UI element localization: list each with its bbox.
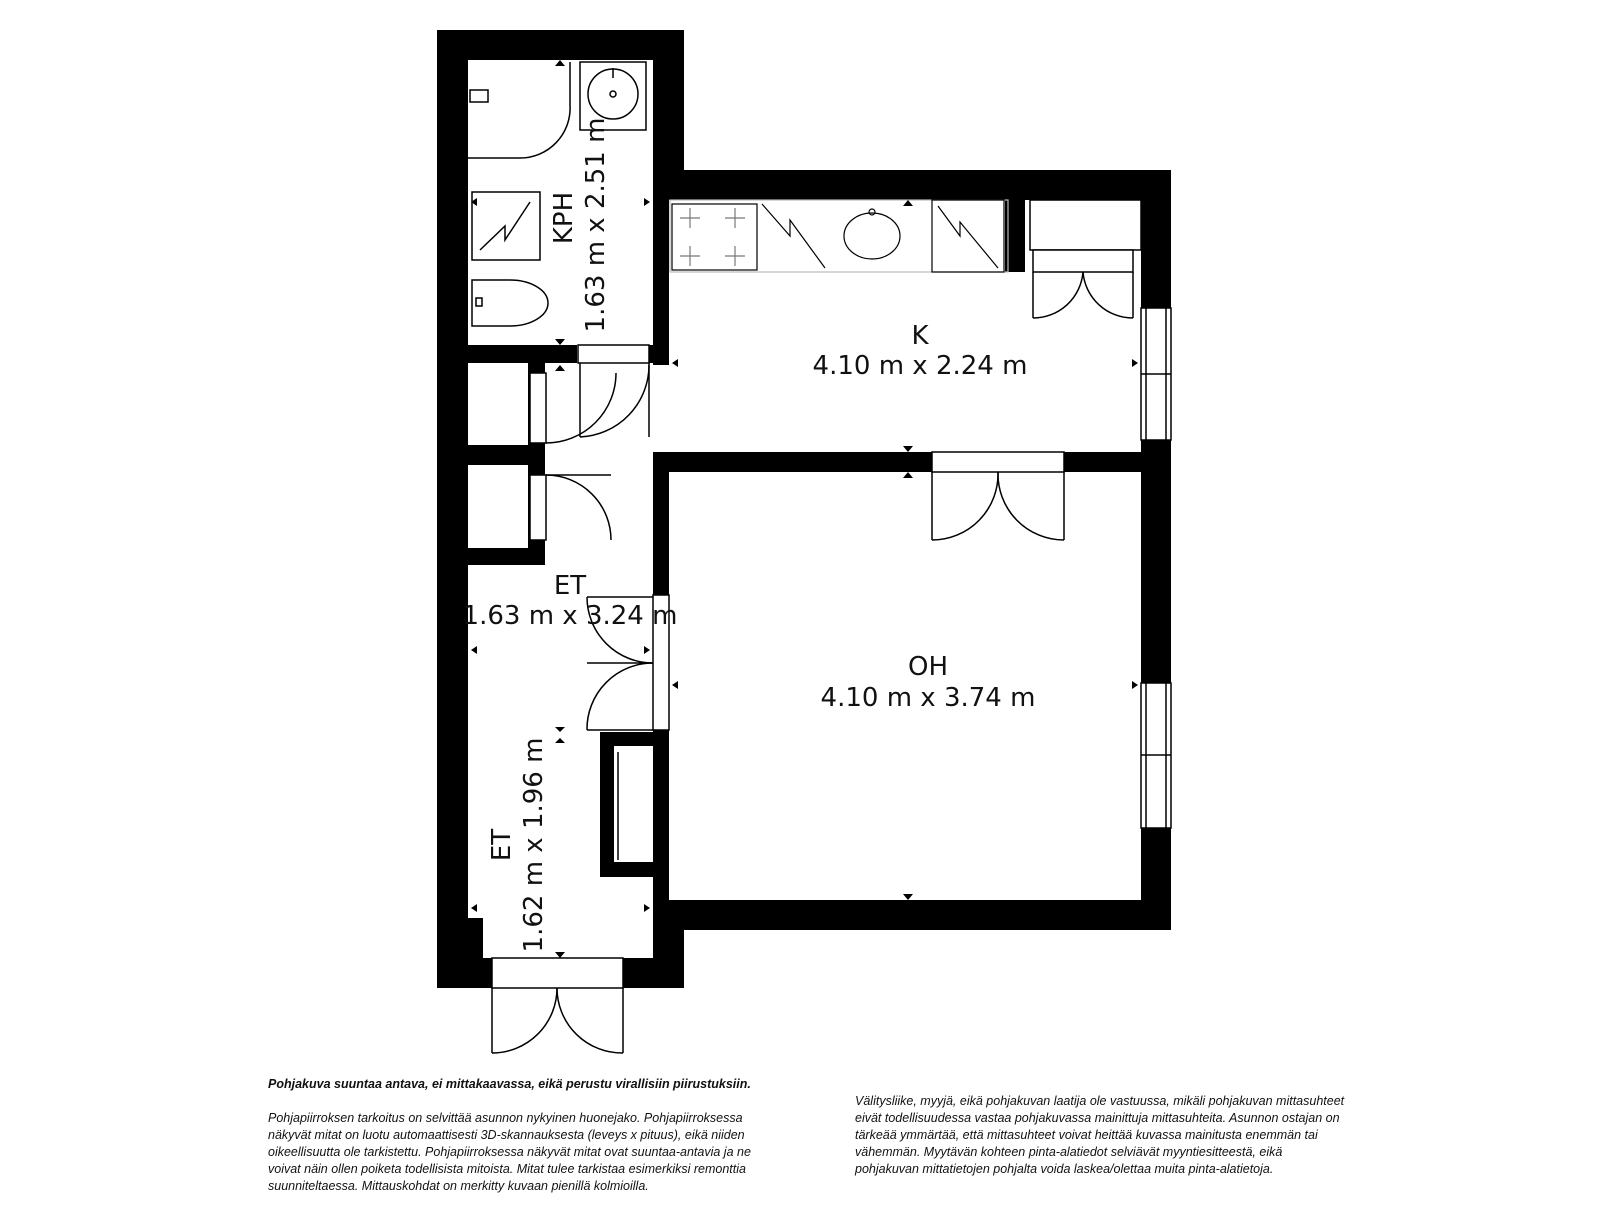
room-dims-et-lower: 1.62 m x 1.96 m bbox=[519, 737, 549, 953]
shower-curve bbox=[468, 62, 570, 158]
stove-burners bbox=[680, 208, 745, 266]
room-dims-kph: 1.63 m x 2.51 m bbox=[581, 117, 611, 333]
room-dims-et-upper: 1.63 m x 3.24 m bbox=[462, 601, 678, 631]
dishwasher bbox=[932, 200, 1004, 272]
disclaimer-heading: Pohjakuva suuntaa antava, ei mittakaavassa, eikä perustu virallisiin piirustuksiin. bbox=[268, 1077, 751, 1091]
room-name-et-lower: ET bbox=[487, 828, 517, 862]
kitchen-sink bbox=[844, 213, 900, 259]
disclaimer-right bbox=[855, 1093, 1345, 1195]
room-name-k: K bbox=[911, 321, 929, 351]
disclaimer-right-paragraph: Välitysliike, myyjä, eikä pohjakuvan laatija ole vastuussa, mikäli pohjakuvan mittasuhteet eivät todellisuudessa vastaa pohjakuvassa mainittuja mittasuhteita. Asunnon ostajan on tärkeää ymmärtää, että mittasuhteet voivat heittää kuvassa mainitusta enemmän tai vähemmän. Myytävän kohteen pinta-alatiedot selviävät myyntiesitteestä, eikä pohjakuvan mittatietojen pohjalta voida laskea/olettaa muita pinta-alatietoja. bbox=[855, 1094, 1345, 1176]
stove bbox=[672, 204, 757, 270]
kitchen-fixtures bbox=[670, 200, 1008, 272]
room-name-oh: OH bbox=[907, 652, 949, 682]
room-dims-k: 4.10 m x 2.24 m bbox=[812, 351, 1028, 381]
disclaimer-left-paragraph: Pohjapiirroksen tarkoitus on selvittää asunnon nykyinen huonejako. Pohjapiirroksessa näkyvät mitat on luotu automaattisesti 3D-skannauksesta (leveys x pituus), eikä niiden oikeellisuutta ole tarkistettu. Pohjapiirroksessa näkyvät mitat ovat suuntaa-antavia ja ne voivat näin ollen poiketa todellisista mitoista. Mitat tulee tarkistaa esimerkiksi remonttia suunniteltaessa. Mittauskohdat on merkitty kuvaan pienillä kolmioilla. bbox=[268, 1111, 751, 1193]
shower-faucet bbox=[470, 90, 488, 102]
toilet bbox=[472, 280, 548, 326]
disclaimer-left bbox=[268, 1076, 768, 1212]
room-name-kph: KPH bbox=[549, 191, 579, 245]
room-name-et-upper: ET bbox=[553, 571, 587, 601]
room-dims-oh: 4.10 m x 3.74 m bbox=[820, 683, 1036, 713]
